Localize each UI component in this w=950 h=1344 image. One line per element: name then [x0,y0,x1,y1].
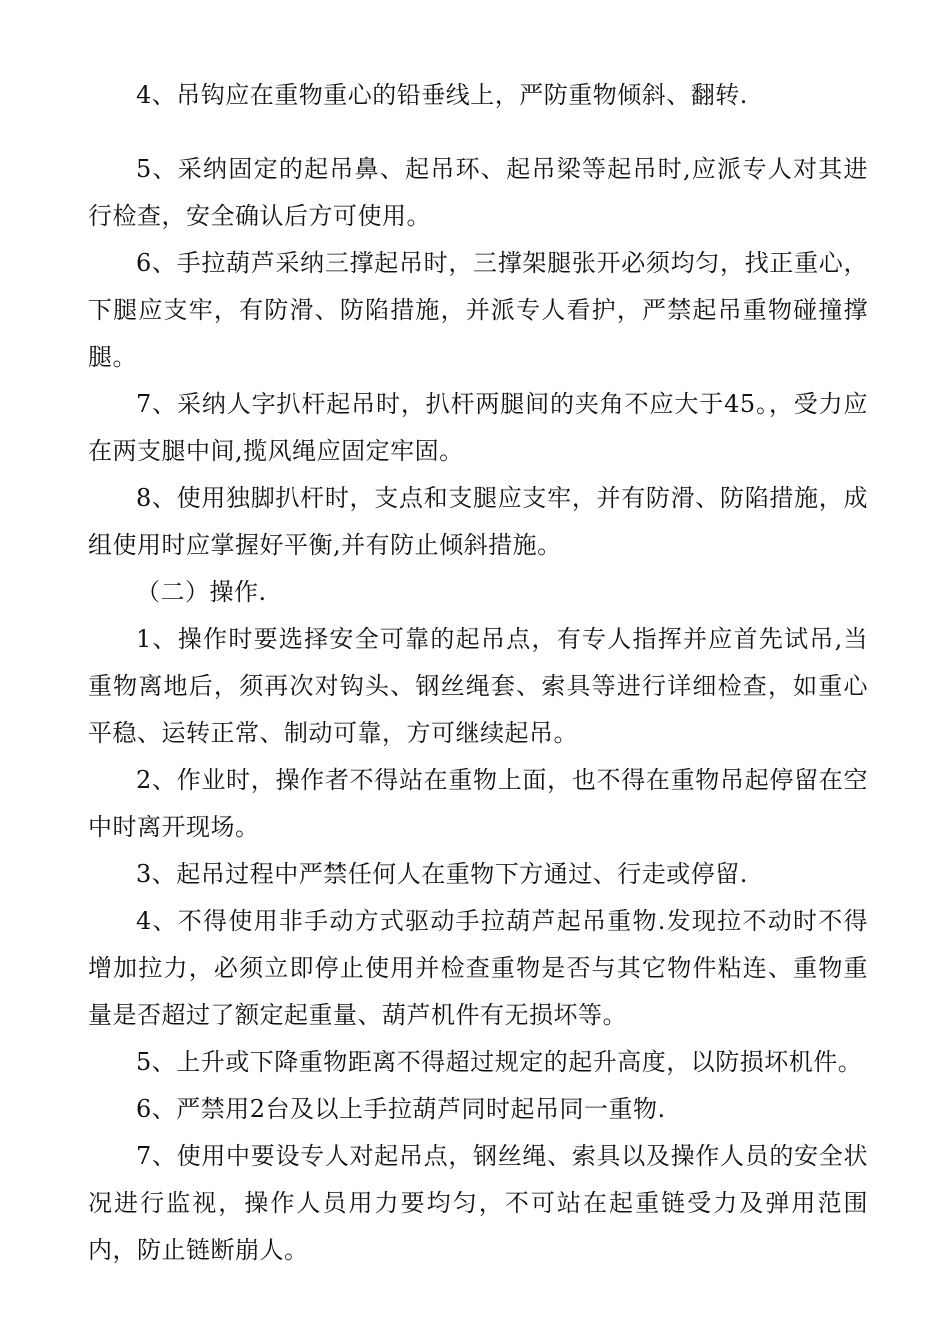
document-page [88,72,868,1274]
paragraph-a-frame-gin-pole: 7、采纳人字扒杆起吊时，扒杆两腿间的夹角不应大于45。，受力应在两支腿中间,揽风绳应固定牢固。 [88,390,868,465]
paragraph-no-dual-hoist: 6、严禁用2台及以上手拉葫芦同时起吊同一重物. [136,1095,666,1123]
paragraph-lift-height-limit: 5、上升或下降重物距离不得超过规定的起升高度，以防损坏机件。 [136,1048,863,1076]
paragraph-hook-alignment: 4、吊钩应在重物重心的铅垂线上，严防重物倾斜、翻转. [136,81,748,109]
section-heading-operation: （二）操作. [136,578,267,606]
paragraph-operator-position: 2、作业时，操作者不得站在重物上面，也不得在重物吊起停留在空中时离开现场。 [88,766,868,841]
paragraph-monitoring: 7、使用中要设专人对起吊点，钢丝绳、索具以及操作人员的安全状况进行监视，操作人员用力要均匀，不可站在起重链受力及弹用范围内，防止链断崩人。 [88,1142,868,1264]
paragraph-manual-drive-only: 4、不得使用非手动方式驱动手拉葫芦起吊重物.发现拉不动时不得增加拉力，必须立即停止使用并检查重物是否与其它物件粘连、重物重量是否超过了额定起重量、葫芦机件有无损坏等。 [88,907,868,1029]
paragraph-no-passing-underneath: 3、起吊过程中严禁任何人在重物下方通过、行走或停留. [136,860,748,888]
paragraph-fixed-lifting-points: 5、采纳固定的起吊鼻、起吊环、起吊梁等起吊时,应派专人对其进行检查，安全确认后方可使用。 [88,155,868,230]
paragraph-tripod-lifting: 6、手拉葫芦采纳三撑起吊时，三撑架腿张开必须均匀，找正重心，下腿应支牢，有防滑、防陷措施，并派专人看护，严禁起吊重物碰撞撑腿。 [88,249,868,371]
paragraph-trial-lift: 1、操作时要选择安全可靠的起吊点，有专人指挥并应首先试吊,当重物离地后，须再次对钩头、钢丝绳套、索具等进行详细检查，如重心平稳、运转正常、制动可靠，方可继续起吊。 [88,625,868,747]
paragraph-single-gin-pole: 8、使用独脚扒杆时，支点和支腿应支牢，并有防滑、防陷措施，成组使用时应掌握好平衡,并有防止倾斜措施。 [88,484,868,559]
